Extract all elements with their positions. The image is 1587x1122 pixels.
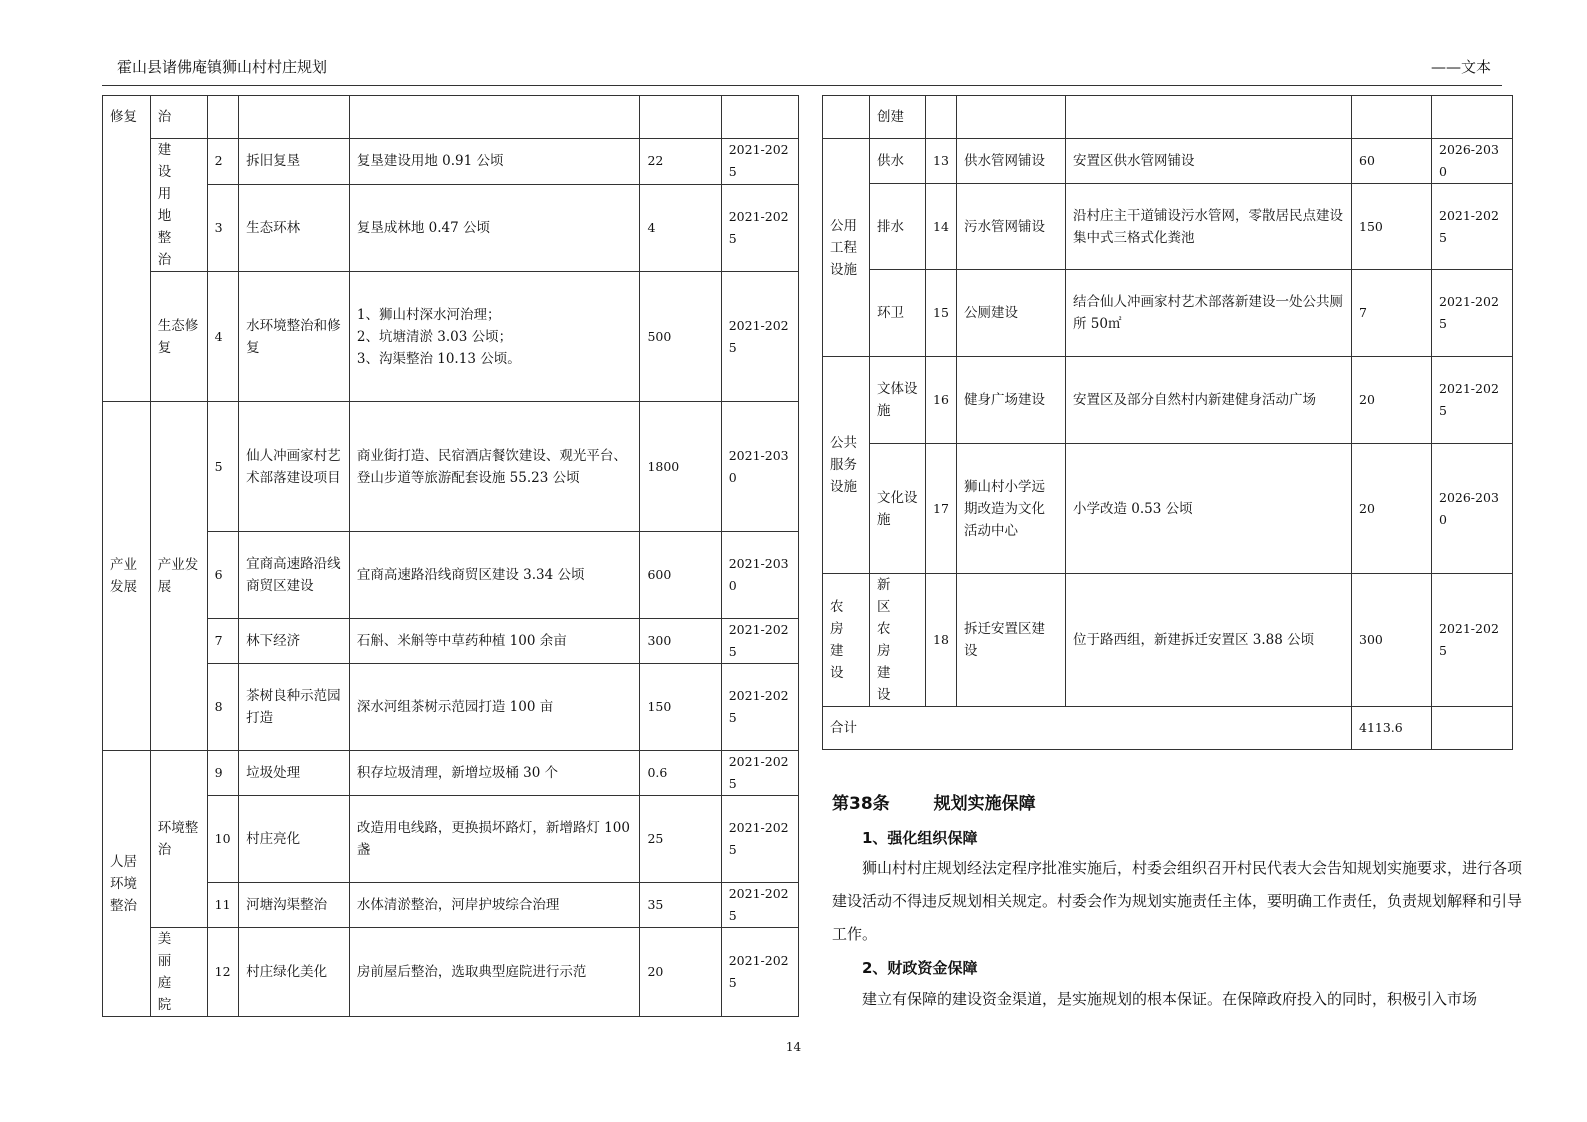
project-content: 安置区供水管网铺设 (1066, 139, 1352, 184)
table-row (103, 664, 799, 751)
project-content: 石斛、米斛等中草药种植 100 余亩 (349, 619, 640, 664)
investment: 150 (1352, 184, 1432, 270)
project-content: 安置区及部分自然村内新建健身活动广场 (1066, 357, 1352, 444)
project-name: 公厕建设 (957, 270, 1066, 357)
content-line: 2、坑塘清淤 3.03 公顷； (356, 328, 513, 345)
project-content: 房前屋后整治，选取典型庭院进行示范 (349, 928, 640, 1017)
subcategory-cell: 治 (150, 96, 207, 139)
period: 2021-2025 (721, 664, 798, 751)
period: 2021-2025 (1432, 270, 1513, 357)
project-name: 健身广场建设 (957, 357, 1066, 444)
period: 2021-2025 (721, 751, 798, 796)
investment: 20 (1352, 444, 1432, 574)
investment: 300 (640, 619, 721, 664)
project-content: 沿村庄主干道铺设污水管网，零散居民点建设集中式三格式化粪池 (1066, 184, 1352, 270)
period: 2021-2025 (721, 184, 798, 271)
period: 2021-2025 (721, 619, 798, 664)
project-name: 供水管网铺设 (957, 139, 1066, 184)
subcategory-cell: 文体设施 (870, 357, 926, 444)
category-cell: 产业发展 (103, 402, 151, 751)
project-name: 村庄亮化 (239, 796, 350, 883)
header-rule (102, 85, 1502, 86)
investment: 0.6 (640, 751, 721, 796)
table-row (823, 96, 1513, 139)
subcategory-cell: 排水 (870, 184, 926, 270)
project-content: 复垦建设用地 0.91 公顷 (349, 139, 640, 185)
investment: 600 (640, 532, 721, 619)
subcategory-cell: 新区农房建设 (870, 574, 926, 707)
subcategory-cell: 创建 (870, 96, 926, 139)
project-content: 宜商高速路沿线商贸区建设 3.34 公顷 (349, 532, 640, 619)
project-table-left (102, 95, 799, 1017)
investment: 1800 (640, 402, 721, 532)
category-cell: 修复 (103, 96, 151, 402)
table-row (823, 270, 1513, 357)
subsection-heading: 1、强化组织保障 (862, 829, 978, 847)
subcategory-cell: 美丽庭院 (150, 928, 207, 1017)
project-content: 结合仙人冲画家村艺术部落新建设一处公共厕所 50㎡ (1066, 270, 1352, 357)
investment: 25 (640, 796, 721, 883)
table-row (823, 139, 1513, 184)
subcategory-cell: 生态修复 (150, 272, 207, 402)
period: 2021-2025 (721, 139, 798, 185)
project-name: 狮山村小学远期改造为文化活动中心 (957, 444, 1066, 574)
project-content: 位于路西组，新建拆迁安置区 3.88 公顷 (1066, 574, 1352, 707)
project-content: 积存垃圾清理，新增垃圾桶 30 个 (349, 751, 640, 796)
period: 2021-2030 (721, 532, 798, 619)
project-name: 林下经济 (239, 619, 350, 664)
investment: 35 (640, 883, 721, 928)
row-number: 9 (207, 751, 238, 796)
investment: 20 (640, 928, 721, 1017)
row-number: 12 (207, 928, 238, 1017)
row-number: 2 (207, 139, 238, 185)
row-number: 13 (926, 139, 957, 184)
table-row (103, 184, 799, 271)
investment: 300 (1352, 574, 1432, 707)
subcategory-cell: 环卫 (870, 270, 926, 357)
investment: 500 (640, 272, 721, 402)
total-investment: 4113.6 (1352, 707, 1432, 750)
row-number: 7 (207, 619, 238, 664)
section-number: 第38条 (832, 794, 890, 814)
row-number: 16 (926, 357, 957, 444)
project-content (349, 272, 640, 402)
subcategory-cell: 环境整治 (150, 751, 207, 928)
table-row (103, 796, 799, 883)
table-row (823, 444, 1513, 574)
period: 2021-2025 (721, 796, 798, 883)
page-number: 14 (785, 1040, 802, 1054)
project-name: 污水管网铺设 (957, 184, 1066, 270)
row-number: 8 (207, 664, 238, 751)
project-table-right (822, 95, 1513, 750)
project-name: 拆旧复垦 (239, 139, 350, 185)
table-row (103, 96, 799, 139)
table-row (103, 139, 799, 185)
period: 2021-2025 (721, 928, 798, 1017)
row-number: 11 (207, 883, 238, 928)
row-number: 17 (926, 444, 957, 574)
period: 2021-2025 (721, 883, 798, 928)
project-content: 改造用电线路，更换损坏路灯，新增路灯 100 盏 (349, 796, 640, 883)
period: 2026-2030 (1432, 139, 1513, 184)
project-name: 垃圾处理 (239, 751, 350, 796)
category-cell: 农房建设 (823, 574, 870, 707)
subsection-heading: 2、财政资金保障 (862, 959, 978, 977)
period: 2021-2025 (1432, 574, 1513, 707)
row-number: 10 (207, 796, 238, 883)
row-number: 18 (926, 574, 957, 707)
table-row (103, 928, 799, 1017)
subcategory-cell: 供水 (870, 139, 926, 184)
category-cell: 公用工程设施 (823, 139, 870, 357)
subcategory-cell: 文化设施 (870, 444, 926, 574)
investment: 4 (640, 184, 721, 271)
project-name: 宜商高速路沿线商贸区建设 (239, 532, 350, 619)
project-name: 生态环林 (239, 184, 350, 271)
project-content: 小学改造 0.53 公顷 (1066, 444, 1352, 574)
subcategory-cell: 建设用地整治 (150, 139, 207, 272)
table-row (823, 574, 1513, 707)
table-row (103, 883, 799, 928)
table-row (103, 619, 799, 664)
period: 2026-2030 (1432, 444, 1513, 574)
subcategory-cell: 产业发展 (150, 402, 207, 751)
section-heading (832, 789, 1036, 814)
page-header-title: 霍山县诸佛庵镇狮山村村庄规划 (117, 58, 328, 76)
table-row (103, 402, 799, 532)
table-row (103, 751, 799, 796)
content-line: 3、沟渠整治 10.13 公顷。 (356, 350, 521, 367)
row-number: 5 (207, 402, 238, 532)
project-content: 复垦成林地 0.47 公顷 (349, 184, 640, 271)
investment: 20 (1352, 357, 1432, 444)
paragraph: 狮山村村庄规划经法定程序批准实施后，村委会组织召开村民代表大会告知规划实施要求，进行各项建设活动不得违反规划相关规定。村委会作为规划实施责任主体，要明确工作责任，负责规划解释和引导工作。 (832, 859, 1523, 943)
project-name: 村庄绿化美化 (239, 928, 350, 1017)
section-name: 规划实施保障 (933, 794, 1036, 814)
project-name: 河塘沟渠整治 (239, 883, 350, 928)
project-name: 仙人冲画家村艺术部落建设项目 (239, 402, 350, 532)
row-number: 6 (207, 532, 238, 619)
period: 2021-2025 (721, 272, 798, 402)
page-header-doc-type: ——文本 (1430, 58, 1491, 76)
period: 2021-2025 (1432, 184, 1513, 270)
period: 2021-2030 (721, 402, 798, 532)
project-name: 茶树良种示范园打造 (239, 664, 350, 751)
table-row (823, 357, 1513, 444)
row-number: 14 (926, 184, 957, 270)
table-row (103, 272, 799, 402)
project-name: 水环境整治和修复 (239, 272, 350, 402)
table-row (823, 707, 1513, 750)
table-row (823, 184, 1513, 270)
project-name: 拆迁安置区建设 (957, 574, 1066, 707)
project-content: 水体清淤整治，河岸护坡综合治理 (349, 883, 640, 928)
investment: 7 (1352, 270, 1432, 357)
investment: 22 (640, 139, 721, 185)
table-row (103, 532, 799, 619)
row-number: 4 (207, 272, 238, 402)
category-cell: 人居环境整治 (103, 751, 151, 1017)
row-number: 3 (207, 184, 238, 271)
content-line: 1、狮山村深水河治理； (356, 306, 501, 323)
total-label: 合计 (823, 707, 1352, 750)
category-cell: 公共服务设施 (823, 357, 870, 574)
project-content: 深水河组茶树示范园打造 100 亩 (349, 664, 640, 751)
period: 2021-2025 (1432, 357, 1513, 444)
investment: 150 (640, 664, 721, 751)
investment: 60 (1352, 139, 1432, 184)
row-number: 15 (926, 270, 957, 357)
project-content: 商业街打造、民宿酒店餐饮建设、观光平台、登山步道等旅游配套设施 55.23 公顷 (349, 402, 640, 532)
paragraph: 建立有保障的建设资金渠道，是实施规划的根本保证。在保障政府投入的同时，积极引入市场 (862, 990, 1478, 1008)
